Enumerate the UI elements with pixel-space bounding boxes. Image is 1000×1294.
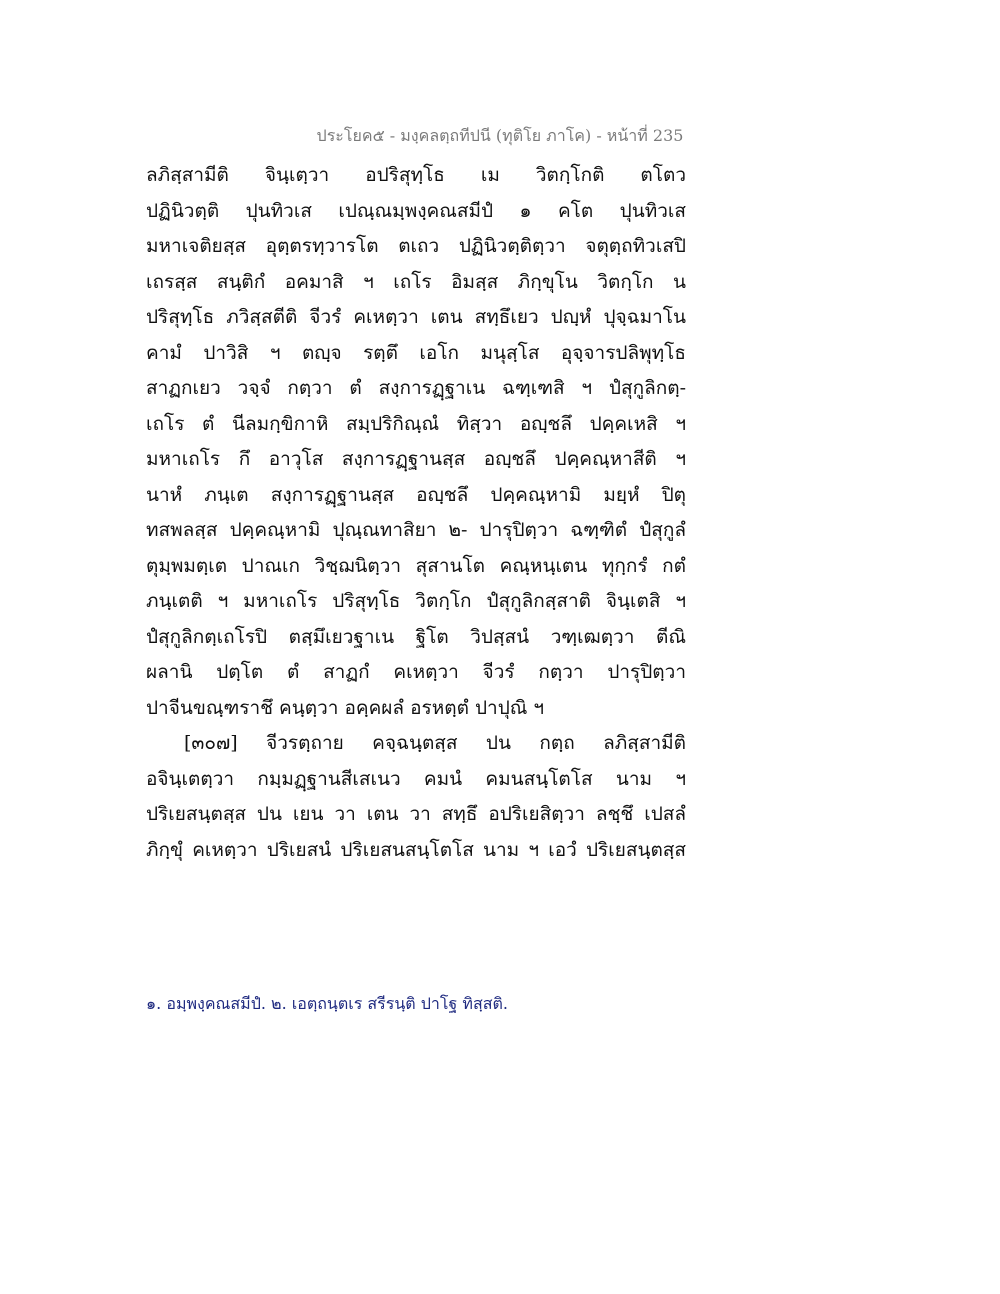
text-line: ภนฺเตติ ฯ มหาเถโร ปริสุทฺโธ วิตกฺโก ปํสุกูลิกสฺสาติ จินฺเตสิ ฯ	[146, 590, 686, 612]
text-line: ลภิสฺสามีติ จินฺเตฺวา อปริสุทฺโธ เม วิตกฺโกติ ตโตว	[146, 164, 686, 186]
text-line: เถรสฺส สนฺติกํ อคมาสิ ฯ เถโร อิมสฺส ภิกฺขุโน วิตกฺโก น	[146, 270, 686, 293]
text-line: นาหํ ภนฺเต สงฺการฏฺฐานสฺส อญฺชลึ ปคฺคณฺหามิ มยฺหํ ปิตุ	[146, 483, 686, 506]
text-line: ปริเยสนฺตสฺส ปน เยน วา เตน วา สทฺธึ อปริเยสิตฺวา ลชฺชึ เปสลํ	[146, 803, 686, 825]
footnotes: ๑. อมฺพงฺคณสมีปํ. ๒. เอตฺถนฺตเร สรีรนฺติ ปาโฐ ทิสฺสติ.	[146, 994, 508, 1013]
paragraph-start-line: [๓๐๗] จีวรตฺถาย คจฺฉนฺตสฺส ปน กตฺถ ลภิสฺสามีติ	[184, 732, 686, 754]
text-line: เถโร ตํ นีลมกฺขิกาหิ สมฺปริกิณฺณํ ทิสฺวา อญฺชลึ ปคฺคเหสิ ฯ	[146, 412, 686, 435]
text-line: สาฏกเยว วจฺจํ กตฺวา ตํ สงฺการฏฺฐาเน ฉฑฺเฑสิ ฯ ปํสุกูลิกตฺ-	[146, 377, 686, 399]
text-line: ปฏินิวตฺติ ปุนทิวเส เปณฺณมฺพงฺคณสมีปํ ๑ คโต ปุนทิวเส	[146, 199, 686, 222]
text-line: ทสพลสฺส ปคฺคณฺหามิ ปุณฺณทาสิยา ๒- ปารุปิตฺวา ฉฑฺฑิตํ ปํสุกูลํ	[146, 519, 686, 541]
text-line: ภิกฺขุํ คเหตฺวา ปริเยสนํ ปริเยสนสนฺโตโส นาม ฯ เอวํ ปริเยสนฺตสฺส	[146, 838, 686, 861]
body-text	[146, 158, 686, 868]
text-line: มหาเถโร กึ อาวุโส สงฺการฏฺฐานสฺส อญฺชลึ ปคฺคณฺหาสีติ ฯ	[146, 448, 686, 470]
text-line: ปาจีนขณฺฑราชึ คนฺตฺวา อคฺคผลํ อรหตฺตํ ปาปุณิ ฯ	[146, 696, 545, 719]
text-line: ตุมฺพมตฺเต ปาณเก วิชฺฌนิตฺวา สุสานโต คณฺหนฺเตน ทุกฺกรํ กตํ	[146, 554, 686, 577]
text-line: มหาเจติยสฺส อุตฺตรทฺวารโต ตเถว ปฏินิวตฺติตฺวา จตุตฺถทิวเสปิ	[146, 235, 686, 257]
text-line: ผลานิ ปตฺโต ตํ สาฏกํ คเหตฺวา จีวรํ กตฺวา ปารุปิตฺวา	[146, 661, 686, 683]
text-line: ปํสุกูลิกตฺเถโรปิ ตสฺมึเยวฐาเน ฐิโต วิปสฺสนํ วฑฺเฒตฺวา ตีณิ	[146, 625, 686, 648]
running-header: ประโยค๕ - มงฺคลตฺถทีปนี (ทุติโย ภาโค) - หน้าที่ 235	[316, 126, 684, 145]
text-line: ปริสุทฺโธ ภวิสฺสตีติ จีวรํ คเหตฺวา เตน สทฺธึเยว ปญฺหํ ปุจฺฉมาโน	[146, 306, 686, 328]
text-line: คามํ ปาวิสิ ฯ ตญฺจ รตฺตึ เอโก มนุสฺโส อุจฺจารปลิพุทฺโธ	[146, 341, 686, 364]
text-line: อจินฺเตตฺวา กมฺมฏฺฐานสีเสเนว คมนํ คมนสนฺโตโส นาม ฯ	[146, 767, 686, 790]
